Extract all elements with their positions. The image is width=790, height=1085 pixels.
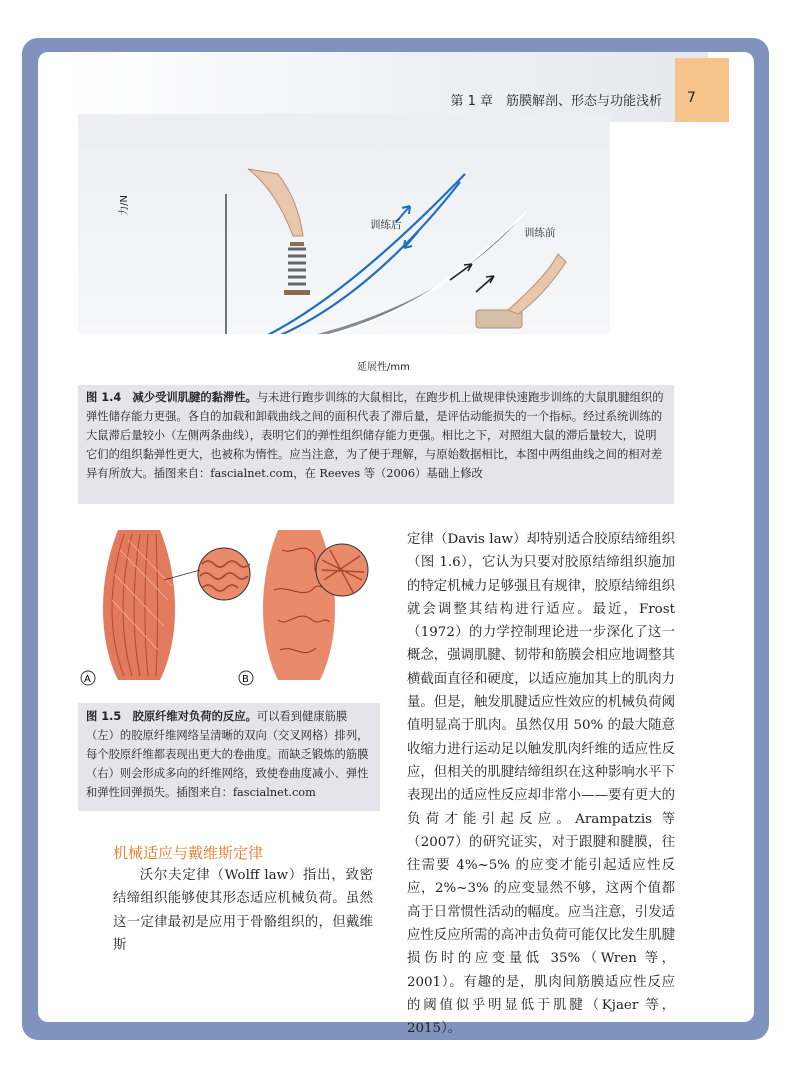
label-a: A bbox=[84, 674, 91, 685]
section-heading: 机械适应与戴维斯定律 bbox=[113, 844, 264, 862]
figure-1-5 bbox=[78, 530, 380, 690]
label-trained: 训练后 bbox=[370, 219, 402, 231]
label-untrained: 训练前 bbox=[524, 227, 556, 239]
left-paragraph: 沃尔夫定律（Wolff law）指出，致密结缔组织能够使其形态适应机械负荷。虽然这一定律最初是应用于骨骼组织的，但戴维斯 bbox=[113, 868, 373, 953]
caption-title: 图 1.4 减少受训肌腱的黏滞性。 bbox=[86, 391, 257, 404]
healthy-fiber-zoom bbox=[198, 548, 250, 600]
page-number-box bbox=[675, 58, 729, 122]
figure-1-4 bbox=[78, 114, 610, 334]
chapter-title: 第 1 章 筋膜解剖、形态与功能浅析 bbox=[450, 94, 662, 109]
right-column bbox=[407, 528, 675, 1041]
caption-text: 与未进行跑步训练的大鼠相比，在跑步机上做规律快速跑步训练的大鼠肌腱组织的弹性储存能力更强。各自的加载和卸载曲线之间的面积代表了滞后量，是评估动能损失的一个指标。经过系统训练的大鼠滞后量较小（左侧两条曲线），表明它们的弹性组织储存能力更强。相比之下，对照组大鼠的滞后量较大，说明它们的组织黏弹性更大，也被称为惰性。应当注意，为了便于理解，与原始数据相比，本图中两组曲线之间的相对差异有所放大。插图来自：fascialnet.com，在 Reeves 等（2006）基础上修改 bbox=[86, 391, 664, 480]
figure-1-4-caption bbox=[78, 385, 674, 504]
label-b: B bbox=[242, 674, 249, 685]
y-axis-label: 力/N bbox=[118, 195, 130, 216]
page-number: 7 bbox=[687, 90, 696, 106]
figure-1-5-caption bbox=[78, 703, 380, 811]
right-paragraph: 定律（Davis law）却特别适合胶原结缔组织（图 1.6），它认为只要对胶原结缔组织施加的特定机械力足够强且有规律，胶原结缔组织就会调整其结构进行适应。最近，Frost（1972）的力学控制理论进一步深化了这一概念，强调肌腱、韧带和筋膜会相应地调整其横截面直径和硬度，以适应施加其上的肌肉力量。但是，触发肌腱适应性效应的机械负荷阈值明显高于肌肉。虽然仅用 50% 的最大随意收缩力进行运动足以触发肌肉纤维的适应性反应，但相关的肌腱结缔组织在这种影响水平下表现出的适应性反应却非常小——要有更大的负荷才能引起反应。Arampatzis 等（2007）的研究证实，对于跟腱和腱膜，往往需要 4%~5% 的应变才能引起适应性反应，2%~3% 的应变显然不够，这两个值都高于日常惯性活动的幅度。应当注意，引发适应性反应所需的高冲击负荷可能仅比发生肌腱损伤时的应变量低 35%（Wren 等，2001）。有趣的是，肌肉间筋膜适应性反应的阈值似乎明显低于肌腱（Kjaer 等，2015）。 bbox=[407, 532, 675, 1037]
healthy-fascia-muscle bbox=[103, 530, 175, 680]
caption-title: 图 1.5 胶原纤维对负荷的反应。 bbox=[86, 710, 257, 723]
x-axis-label: 延展性/mm bbox=[357, 362, 410, 373]
left-column bbox=[113, 864, 373, 957]
header-band bbox=[68, 52, 708, 122]
caption-text: 可以看到健康筋膜（左）的胶原纤维网络呈清晰的双向（交叉网格）排列，每个胶原纤维都表现出更大的卷曲度。而缺乏锻炼的筋膜（右）则会形成多向的纤维网络，致使卷曲度减小、弹性和弹性回弹损失。插图来自：fascialnet.com bbox=[86, 710, 369, 799]
